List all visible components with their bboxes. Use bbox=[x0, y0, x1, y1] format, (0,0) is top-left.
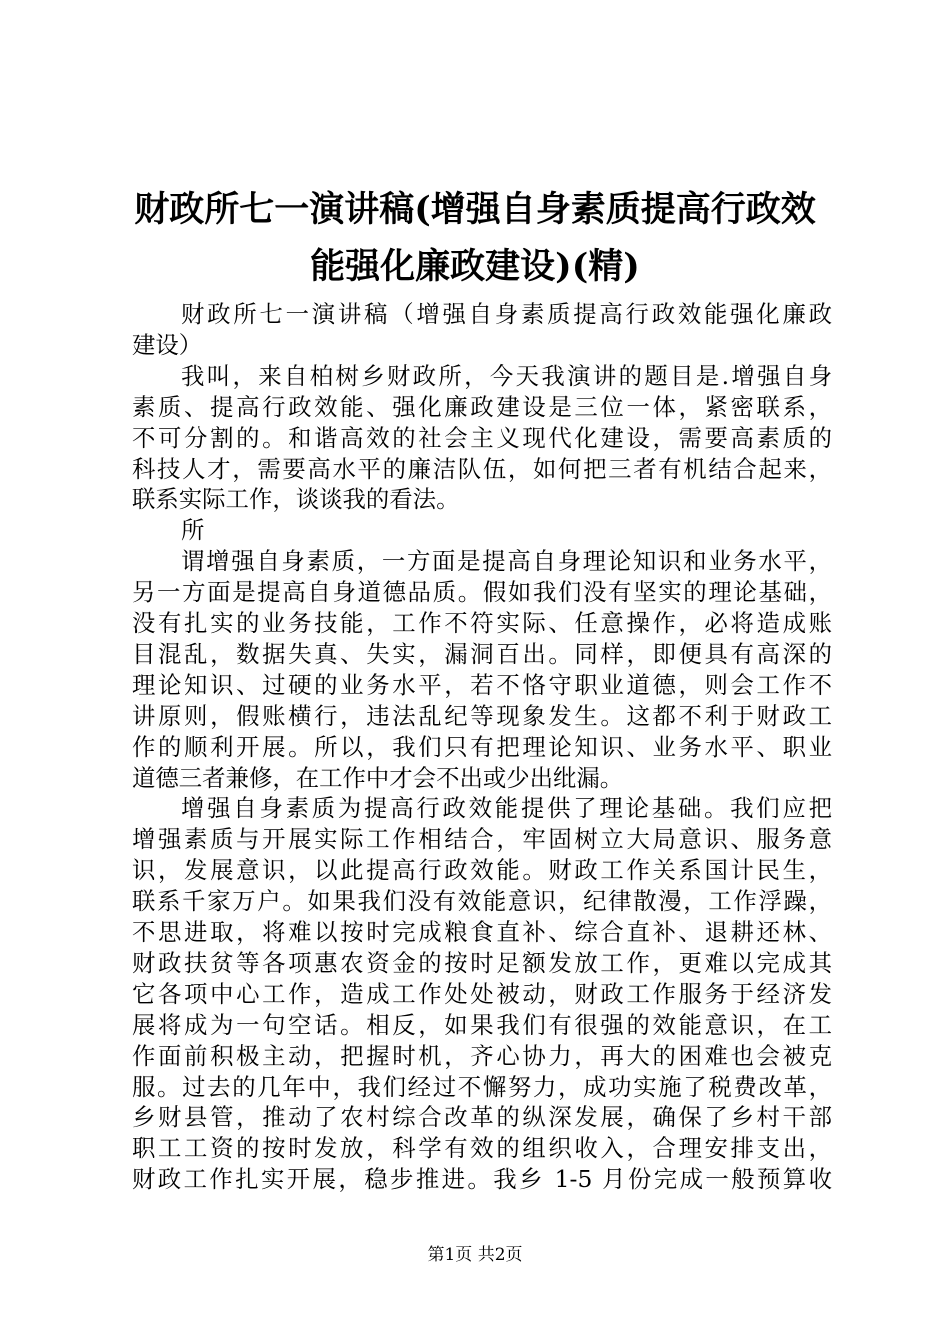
paragraph-5-line: 财政工作扎实开展，稳步推进。我乡 1-5 月份完成一般预算收 bbox=[132, 1165, 832, 1194]
paragraph-4-line: 目混乱，数据失真、失实，漏洞百出。同样，即便具有高深的 bbox=[132, 639, 832, 668]
paragraph-5-line: 它各项中心工作，造成工作处处被动，财政工作服务于经济发 bbox=[132, 979, 832, 1008]
document-title-line-1: 财政所七一演讲稿(增强自身素质提高行政效 bbox=[134, 189, 816, 230]
paragraph-3-line: 所 bbox=[181, 516, 205, 545]
paragraph-5-line: 不思进取，将难以按时完成粮食直补、综合直补、退耕还林、 bbox=[132, 918, 832, 946]
paragraph-4-line: 理论知识、过硬的业务水平，若不恪守职业道德，则会工作不 bbox=[132, 670, 832, 699]
paragraph-5-line: 展将成为一句空话。相反，如果我们有很强的效能意识，在工 bbox=[132, 1010, 832, 1039]
paragraph-5-line: 增强素质与开展实际工作相结合，牢固树立大局意识、服务意 bbox=[132, 825, 832, 854]
paragraph-5-line: 职工工资的按时发放，科学有效的组织收入，合理安排支出， bbox=[132, 1134, 832, 1163]
paragraph-2-line: 素质、提高行政效能、强化廉政建设是三位一体，紧密联系， bbox=[132, 392, 832, 421]
paragraph-5-line: 作面前积极主动，把握时机，齐心协力，再大的困难也会被克 bbox=[132, 1041, 832, 1070]
paragraph-5-line: 识，发展意识，以此提高行政效能。财政工作关系国计民生， bbox=[132, 856, 832, 885]
paragraph-1-line: 建设） bbox=[132, 330, 203, 359]
paragraph-4-line: 作的顺利开展。所以，我们只有把理论知识、业务水平、职业 bbox=[132, 732, 832, 761]
paragraph-2-line: 科技人才，需要高水平的廉洁队伍，如何把三者有机结合起来， bbox=[132, 454, 832, 483]
paragraph-5-line: 增强自身素质为提高行政效能提供了理论基础。我们应把 bbox=[181, 794, 832, 823]
paragraph-4-line: 讲原则，假账横行，违法乱纪等现象发生。这都不利于财政工 bbox=[132, 701, 832, 730]
paragraph-2-line: 不可分割的。和谐高效的社会主义现代化建设，需要高素质的 bbox=[132, 423, 832, 452]
paragraph-5-line: 服。过去的几年中，我们经过不懈努力，成功实施了税费改革， bbox=[132, 1072, 832, 1101]
paragraph-5-line: 乡财县管，推动了农村综合改革的纵深发展，确保了乡村干部 bbox=[132, 1103, 832, 1132]
paragraph-2-line: 我叫，来自柏树乡财政所，今天我演讲的题目是.增强自身 bbox=[181, 361, 832, 390]
paragraph-4-line: 道德三者兼修，在工作中才会不出或少出纰漏。 bbox=[132, 763, 624, 792]
paragraph-5-line: 联系千家万户。如果我们没有效能意识，纪律散漫，工作浮躁， bbox=[132, 887, 832, 916]
paragraph-5-line: 财政扶贫等各项惠农资金的按时足额发放工作，更难以完成其 bbox=[132, 948, 832, 977]
paragraph-4-line: 没有扎实的业务技能，工作不符实际、任意操作，必将造成账 bbox=[132, 609, 832, 637]
paragraph-4-line: 谓增强自身素质，一方面是提高自身理论知识和业务水平， bbox=[181, 547, 832, 576]
document-title-line-2: 能强化廉政建设)(精) bbox=[310, 246, 640, 287]
paragraph-2-line: 联系实际工作，谈谈我的看法。 bbox=[132, 485, 460, 514]
page-footer: 第1页 共2页 bbox=[427, 1245, 523, 1265]
paragraph-4-line: 另一方面是提高自身道德品质。假如我们没有坚实的理论基础， bbox=[132, 578, 832, 607]
paragraph-1-line: 财政所七一演讲稿（增强自身素质提高行政效能强化廉政 bbox=[181, 300, 832, 328]
